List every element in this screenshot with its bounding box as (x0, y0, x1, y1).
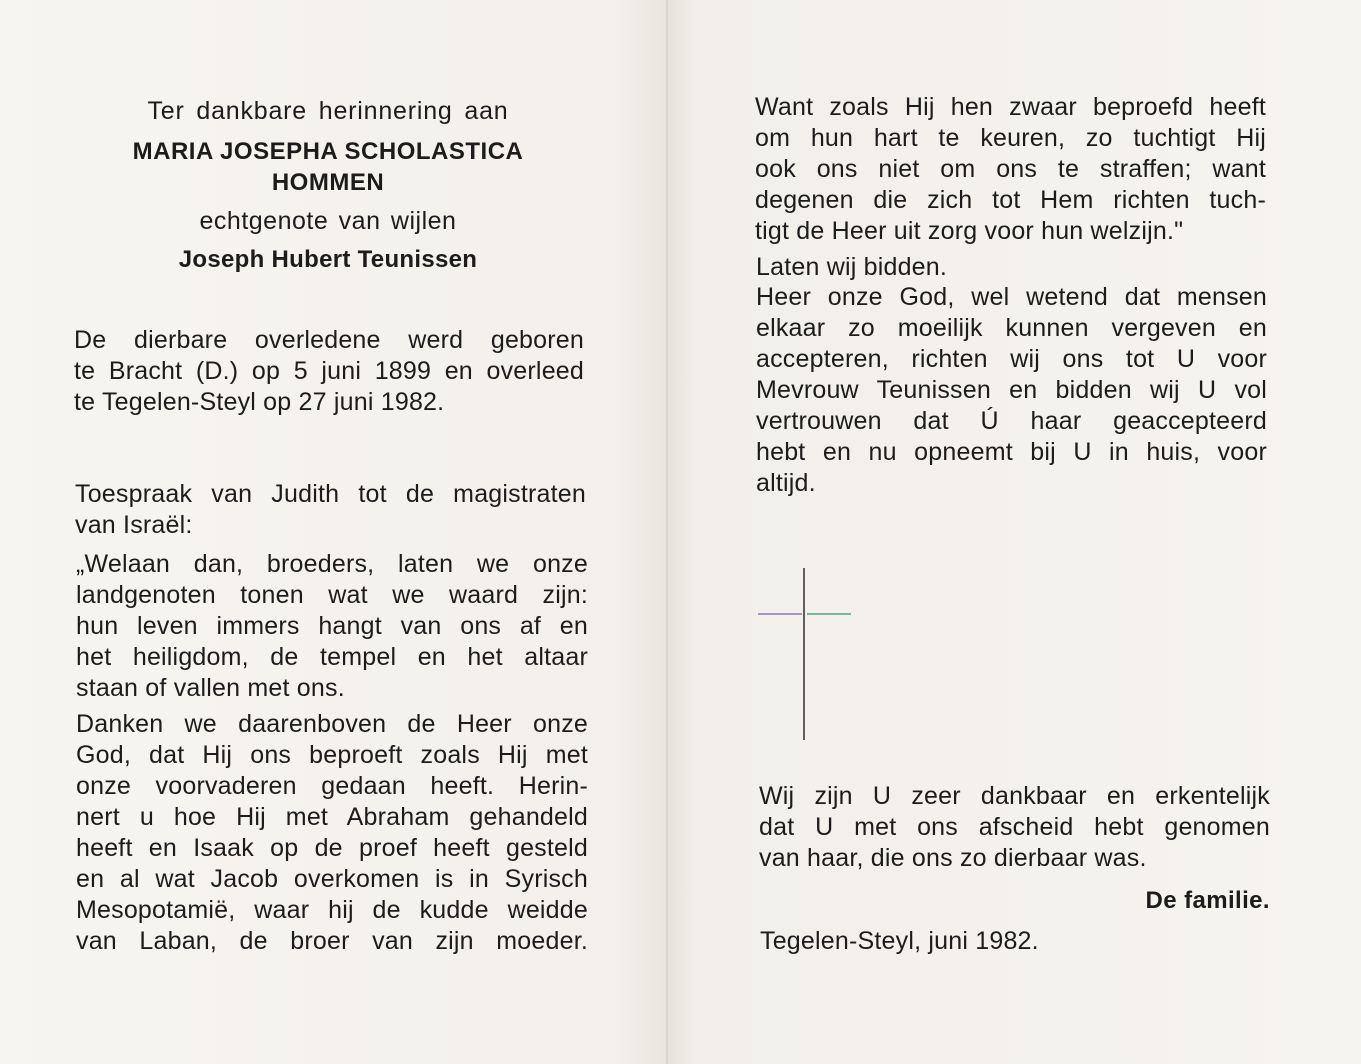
text-line: te Tegelen-Steyl op 27 juni 1982. (74, 388, 445, 416)
text-line: onze voorvaderen gedaan heeft. Herin- (76, 772, 588, 800)
text-line: heeft en Isaak op de proef heeft gesteld (76, 834, 588, 862)
text-line: God, dat Hij ons beproeft zoals Hij met (76, 741, 588, 769)
text-line: Mevrouw Teunissen en bidden wij U vol (756, 376, 1267, 404)
intro-line: Ter dankbare herinnering aan (147, 97, 509, 125)
prayer-label (756, 252, 1266, 283)
spouse-name: Joseph Hubert Teunissen (178, 246, 478, 273)
text-line: Heer onze God, wel wetend dat mensen (756, 283, 1267, 311)
text-line: en al wat Jacob overkomen is in Syrisch (76, 865, 588, 893)
cross-icon (756, 568, 852, 740)
text-line: Danken we daarenboven de Heer onze (76, 710, 588, 738)
quote-paragraph-1 (76, 549, 588, 704)
text-line: het heiligdom, de tempel en het altaar (76, 643, 588, 671)
left-page (0, 0, 668, 1064)
text-line: De dierbare overledene werd geboren (74, 326, 584, 354)
text-line: De familie. (1145, 887, 1270, 914)
text-line: elkaar zo moeilijk kunnen vergeven en (756, 314, 1267, 342)
text-line: te Bracht (D.) op 5 juni 1899 en overleed (74, 357, 584, 385)
birth-death-paragraph (74, 325, 584, 418)
text-line: Wij zijn U zeer dankbaar en erkentelijk (759, 782, 1270, 810)
intro-block (72, 95, 584, 275)
text-line: nert u hoe Hij met Abraham gehandeld (76, 803, 588, 831)
prayer-paragraph (756, 282, 1267, 499)
text-line: van Israël: (75, 511, 193, 539)
text-line: Tegelen-Steyl, juni 1982. (760, 927, 1039, 955)
thanks-paragraph (759, 781, 1270, 874)
text-line: Laten wij bidden. (756, 253, 948, 281)
text-line: tigt de Heer uit zorg voor hun welzijn." (755, 217, 1184, 245)
quote-continuation (755, 92, 1266, 247)
spouse-intro: echtgenote van wijlen (199, 207, 457, 235)
deceased-name-line1: MARIA JOSEPHA SCHOLASTICA (132, 138, 524, 165)
text-line: altijd. (756, 469, 816, 497)
speech-title (75, 479, 586, 541)
family-signature (1000, 885, 1270, 916)
text-line: Want zoals Hij hen zwaar beproefd heeft (755, 93, 1266, 121)
text-line: vertrouwen dat Ú haar geaccepteerd (756, 407, 1267, 435)
text-line: ook ons niet om ons te straffen; want (755, 155, 1266, 183)
text-line: degenen die zich tot Hem richten tuch- (755, 186, 1266, 214)
text-line: Toespraak van Judith tot de magistraten (75, 480, 586, 508)
place-date (760, 926, 1180, 957)
text-line: Mesopotamië, waar hij de kudde weidde (76, 896, 588, 924)
text-line: om hun hart te keuren, zo tuchtigt Hij (755, 124, 1266, 152)
text-line: landgenoten tonen wat we waard zijn: (76, 581, 588, 609)
text-line: van Laban, de broer van zijn moeder. (76, 927, 588, 955)
text-line: „Welaan dan, broeders, laten we onze (76, 550, 588, 578)
deceased-name-line2: HOMMEN (271, 169, 385, 196)
text-line: hebt en nu opneemt bij U in huis, voor (756, 438, 1267, 466)
text-line: staan of vallen met ons. (76, 674, 345, 702)
text-line: hun leven immers hangt van ons af en (76, 612, 588, 640)
text-line: van haar, die ons zo dierbaar was. (759, 844, 1147, 872)
text-line: dat U met ons afscheid hebt genomen (759, 813, 1270, 841)
quote-paragraph-2 (76, 709, 588, 957)
text-line: accepteren, richten wij ons tot U voor (756, 345, 1267, 373)
